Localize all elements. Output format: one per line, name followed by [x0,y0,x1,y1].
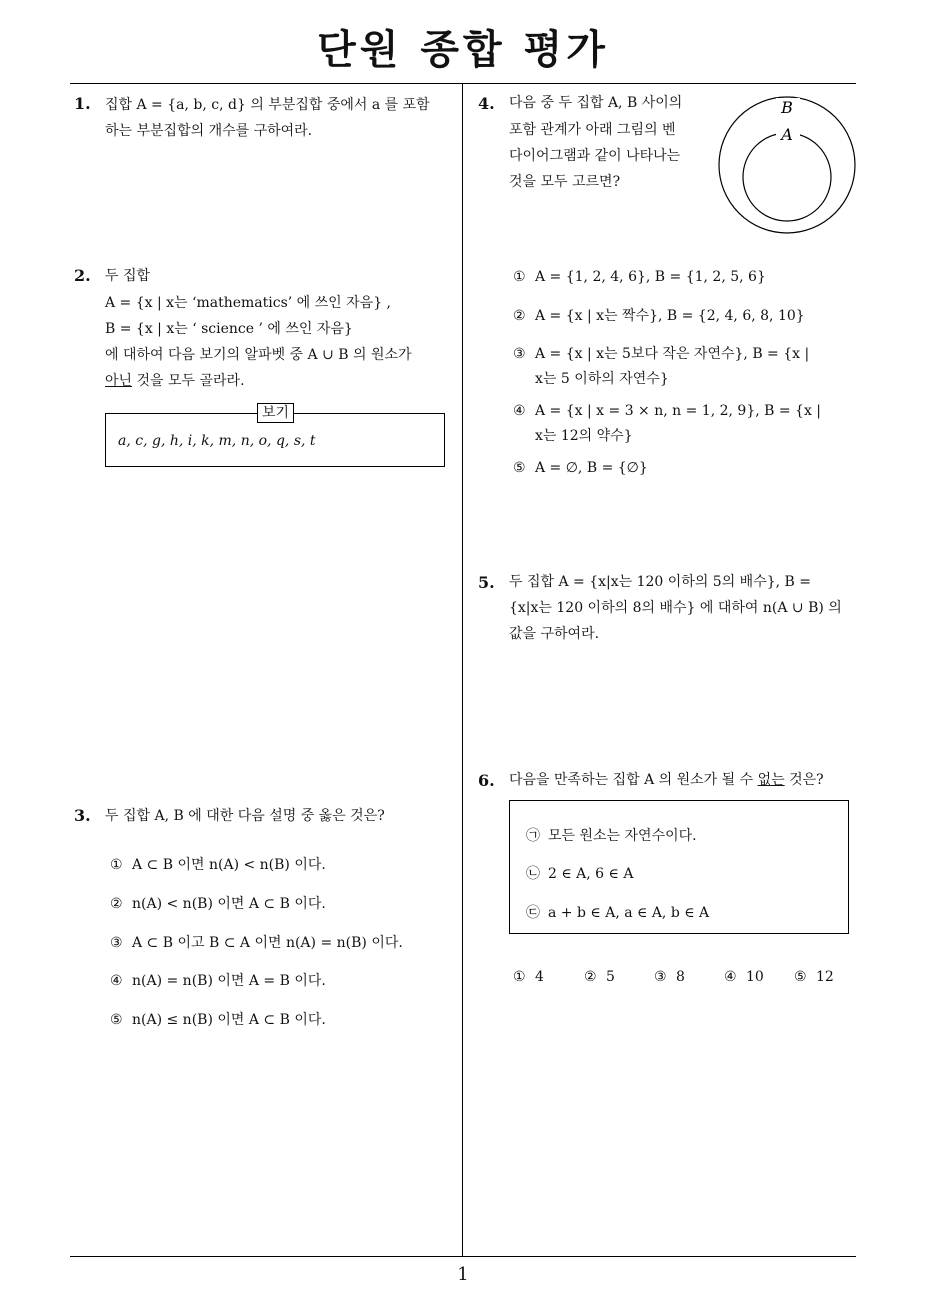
option-mark: ③ [654,969,667,985]
question-6-stem [509,767,824,793]
bottom-rule [70,1256,856,1257]
example-box-content: a, c, g, h, i, k, m, n, o, q, s, t [118,433,316,449]
option-text: A ⊂ B 이고 B ⊂ A 이면 n(A) = n(B) 이다. [132,935,403,951]
question-6-stem-pre: 다음을 만족하는 집합 A 의 원소가 될 수 [509,772,758,788]
question-2-line-5 [105,368,245,394]
underlined-word: 아닌 [105,373,133,389]
condition-mark: ㉠ [526,828,540,844]
question-6-choice-2[interactable] [584,966,615,988]
question-3-option-3[interactable] [110,932,403,954]
question-2-line-5-rest: 것을 모두 골라라. [132,373,245,389]
question-6-choice-5[interactable] [794,966,834,988]
venn-inner-label: A [781,125,793,144]
question-5-number: 5. [478,573,495,592]
underlined-word: 없는 [757,772,785,788]
option-text: A = {x | x는 5보다 작은 자연수}, B = {x | [535,346,810,362]
question-4-line-1: 다음 중 두 집합 A, B 사이의 [509,95,683,111]
condition-text: a + b ∈ A, a ∈ A, b ∈ A [548,905,710,921]
question-6-number: 6. [478,771,495,790]
condition-mark: ㉡ [526,866,540,882]
top-rule [70,83,856,84]
option-text: A ⊂ B 이면 n(A) < n(B) 이다. [132,857,326,873]
column-divider [462,84,463,1256]
question-5-line-2: {x|x는 120 이하의 8의 배수} 에 대하여 n(A ∪ B) 의 [509,600,842,616]
question-6-choice-4[interactable] [724,966,764,988]
question-4-number: 4. [478,94,495,113]
option-text: A = ∅, B = {∅} [535,460,648,476]
question-3-option-4[interactable] [110,970,326,992]
condition-3 [526,902,709,924]
option-text: A = {x | x는 짝수}, B = {2, 4, 6, 8, 10} [535,308,805,324]
page-title: 단원 종합 평가 [317,27,609,73]
option-text: n(A) ≤ n(B) 이면 A ⊂ B 이다. [132,1012,326,1028]
option-mark: ⑤ [513,460,526,476]
option-text: n(A) < n(B) 이면 A ⊂ B 이다. [132,896,326,912]
question-4-line-4: 것을 모두 고르면? [509,174,621,190]
option-text: 10 [746,969,764,985]
condition-mark: ㉢ [526,905,540,921]
venn-inner-circle [743,133,831,221]
option-text: 12 [816,969,834,985]
question-3-option-5[interactable] [110,1009,326,1031]
option-mark: ⑤ [794,969,807,985]
question-4-option-4[interactable] [513,400,821,422]
question-3-stem: 두 집합 A, B 에 대한 다음 설명 중 옳은 것은? [105,808,385,824]
question-4-option-2[interactable] [513,305,805,327]
question-3-number: 3. [74,806,91,825]
question-4-option-1[interactable] [513,266,766,288]
option-mark: ⑤ [110,1012,123,1028]
question-3-option-2[interactable] [110,893,326,915]
question-3-option-1[interactable] [110,854,326,876]
question-6-choice-1[interactable] [513,966,544,988]
question-2-set-a: A = {x | x는 ‘mathematics’ 에 쓰인 자음} , [105,295,392,311]
question-1-line-2: 하는 부분집합의 개수를 구하여라. [105,123,313,139]
option-mark: ① [513,969,526,985]
option-text: 8 [676,969,685,985]
option-mark: ③ [110,935,123,951]
question-4-option-3-cont: x는 5 이하의 자연수} [535,371,669,387]
option-mark: ① [513,269,526,285]
question-4-line-3: 다이어그램과 같이 나타나는 [509,148,681,164]
option-text: A = {x | x = 3 × n, n = 1, 2, 9}, B = {x | [535,403,822,419]
question-5-line-3: 값을 구하여라. [509,626,600,642]
question-1-number: 1. [74,94,91,113]
condition-text: 2 ∈ A, 6 ∈ A [548,866,634,882]
option-text: A = {1, 2, 4, 6}, B = {1, 2, 5, 6} [535,269,766,285]
question-4-option-4-cont: x는 12의 약수} [535,428,633,444]
option-mark: ② [110,896,123,912]
question-2-number: 2. [74,266,91,285]
question-2-line-4: 에 대하여 다음 보기의 알파벳 중 A ∪ B 의 원소가 [105,347,412,363]
option-mark: ④ [724,969,737,985]
page-number: 1 [457,1264,469,1285]
option-mark: ① [110,857,123,873]
option-text: 5 [606,969,615,985]
question-6-stem-post: 것은? [784,772,824,788]
question-4-option-5[interactable] [513,457,648,479]
question-2-set-b: B = {x | x는 ‘ science ’ 에 쓰인 자음} [105,321,353,337]
option-mark: ② [513,308,526,324]
question-4-line-2: 포함 관계가 아래 그림의 벤 [509,122,676,138]
option-text: 4 [535,969,544,985]
condition-2 [526,863,633,885]
venn-outer-label: B [781,98,793,117]
option-mark: ④ [110,973,123,989]
question-5-line-1: 두 집합 A = {x|x는 120 이하의 5의 배수}, B = [509,574,812,590]
option-text: n(A) = n(B) 이면 A = B 이다. [132,973,326,989]
option-mark: ② [584,969,597,985]
question-1-line-1: 집합 A = {a, b, c, d} 의 부분집합 중에서 a 를 포함 [105,97,430,113]
option-mark: ③ [513,346,526,362]
condition-1 [526,825,697,847]
option-mark: ④ [513,403,526,419]
question-4-option-3[interactable] [513,343,809,365]
venn-diagram [716,94,858,236]
question-2-line-1: 두 집합 [105,268,151,284]
question-6-choice-3[interactable] [654,966,685,988]
condition-text: 모든 원소는 자연수이다. [548,828,697,844]
example-box-label: 보기 [257,403,294,423]
